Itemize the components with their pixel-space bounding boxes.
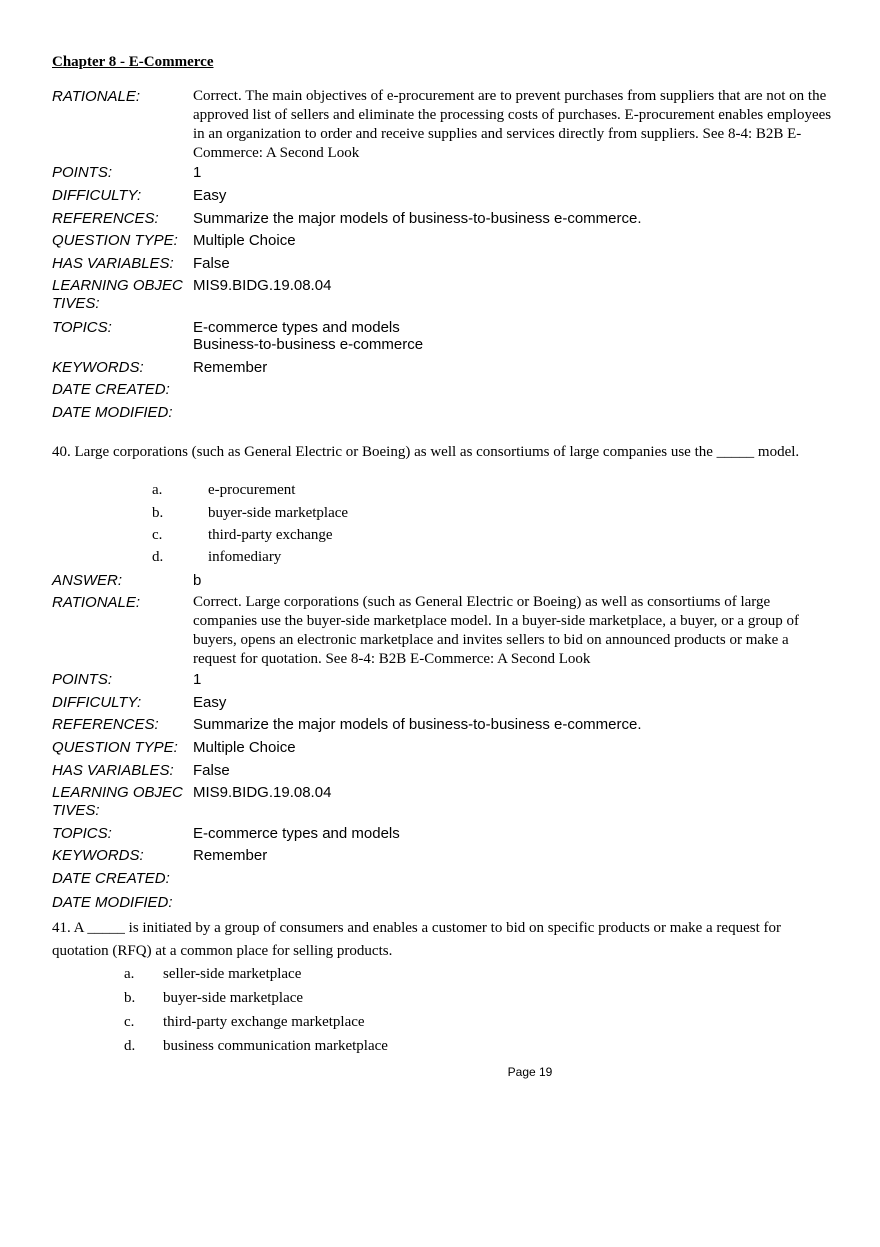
has-variables-label-2: HAS VARIABLES:: [52, 762, 174, 779]
q40-option-b-letter: b.: [152, 505, 164, 521]
q40-has-variables: False: [193, 762, 230, 779]
q41-option-a-letter: a.: [124, 966, 135, 982]
q39-difficulty: Easy: [193, 187, 227, 204]
q40-keywords: Remember: [193, 847, 268, 864]
date-modified-label-2: DATE MODIFIED:: [52, 894, 173, 911]
q40-question-type: Multiple Choice: [193, 739, 296, 756]
learning-objectives-label-2-cont: TIVES:: [52, 802, 100, 819]
learning-objectives-label-cont: TIVES:: [52, 295, 100, 312]
q40-option-d-letter: d.: [152, 549, 164, 565]
q40-references: Summarize the major models of business-to-business e-commerce.: [193, 716, 642, 733]
q40-points: 1: [193, 671, 202, 688]
q41-option-d-text: business communication marketplace: [163, 1038, 388, 1054]
topics-label: TOPICS:: [52, 319, 112, 336]
q41-option-d-letter: d.: [124, 1038, 136, 1054]
q40-option-c-text: third-party exchange: [208, 527, 333, 543]
rationale-label-2: RATIONALE:: [52, 594, 141, 611]
q39-topic-2: Business-to-business e-commerce: [193, 336, 424, 353]
points-label: POINTS:: [52, 164, 113, 181]
q40-option-b-text: buyer-side marketplace: [208, 505, 349, 521]
q40-option-c-letter: c.: [152, 527, 163, 543]
q39-topic-1: E-commerce types and models: [193, 319, 400, 336]
chapter-title: Chapter 8 - E-Commerce: [52, 54, 214, 70]
q39-keywords: Remember: [193, 359, 268, 376]
q39-points: 1: [193, 164, 202, 181]
q40-option-a-text: e-procurement: [208, 482, 296, 498]
q39-rationale: Correct. The main objectives of e-procurement are to prevent purchases from suppliers that are not on the approved list of sellers and eliminate the processing costs of purchases. E-procurement enables employees in an organization to order and receive supplies and services directly from suppliers. See 8-4: B2B E-Commerce: A Second Look: [193, 88, 832, 161]
learning-objectives-label-2: LEARNING OBJEC: [52, 784, 183, 801]
page-number: Page 19: [507, 1065, 553, 1079]
date-modified-label: DATE MODIFIED:: [52, 404, 173, 421]
q40-option-a-letter: a.: [152, 482, 163, 498]
rationale-label: RATIONALE:: [52, 88, 141, 105]
q41-option-b-text: buyer-side marketplace: [163, 990, 304, 1006]
q40-question-text: 40. Large corporations (such as General Electric or Boeing) as well as consortiums of large companies use the _____ model.: [52, 444, 800, 460]
q41-option-c-letter: c.: [124, 1014, 135, 1030]
references-label-2: REFERENCES:: [52, 716, 159, 733]
q40-option-d-text: infomediary: [208, 549, 282, 565]
q41-option-b-letter: b.: [124, 990, 136, 1006]
keywords-label: KEYWORDS:: [52, 359, 144, 376]
q40-difficulty: Easy: [193, 694, 227, 711]
q39-question-type: Multiple Choice: [193, 232, 296, 249]
answer-label: ANSWER:: [52, 572, 123, 589]
q41-option-c-text: third-party exchange marketplace: [163, 1014, 365, 1030]
q40-learning-objectives: MIS9.BIDG.19.08.04: [193, 784, 332, 801]
q39-has-variables: False: [193, 255, 230, 272]
points-label-2: POINTS:: [52, 671, 113, 688]
difficulty-label-2: DIFFICULTY:: [52, 694, 142, 711]
references-label: REFERENCES:: [52, 210, 159, 227]
q40-answer: b: [193, 572, 202, 589]
keywords-label-2: KEYWORDS:: [52, 847, 144, 864]
q39-references: Summarize the major models of business-to-business e-commerce.: [193, 210, 642, 227]
q39-learning-objectives: MIS9.BIDG.19.08.04: [193, 277, 332, 294]
q41-question-text: 41. A _____ is initiated by a group of consumers and enables a customer to bid on specific products or make a request for quotation (RFQ) at a common place for selling products.: [52, 920, 781, 959]
q40-rationale: Correct. Large corporations (such as General Electric or Boeing) as well as consortiums of large companies use the buyer-side marketplace model. In a buyer-side marketplace, a buyer, or a group of buyers, opens an electronic marketplace and invites sellers to bid on announced products or make a request for quotation. See 8-4: B2B E-Commerce: A Second Look: [193, 594, 800, 667]
question-type-label-2: QUESTION TYPE:: [52, 739, 178, 756]
date-created-label: DATE CREATED:: [52, 381, 170, 398]
date-created-label-2: DATE CREATED:: [52, 870, 170, 887]
q41-option-a-text: seller-side marketplace: [163, 966, 302, 982]
learning-objectives-label: LEARNING OBJEC: [52, 277, 183, 294]
has-variables-label: HAS VARIABLES:: [52, 255, 174, 272]
q40-topic-1: E-commerce types and models: [193, 825, 400, 842]
topics-label-2: TOPICS:: [52, 825, 112, 842]
difficulty-label: DIFFICULTY:: [52, 187, 142, 204]
question-type-label: QUESTION TYPE:: [52, 232, 178, 249]
